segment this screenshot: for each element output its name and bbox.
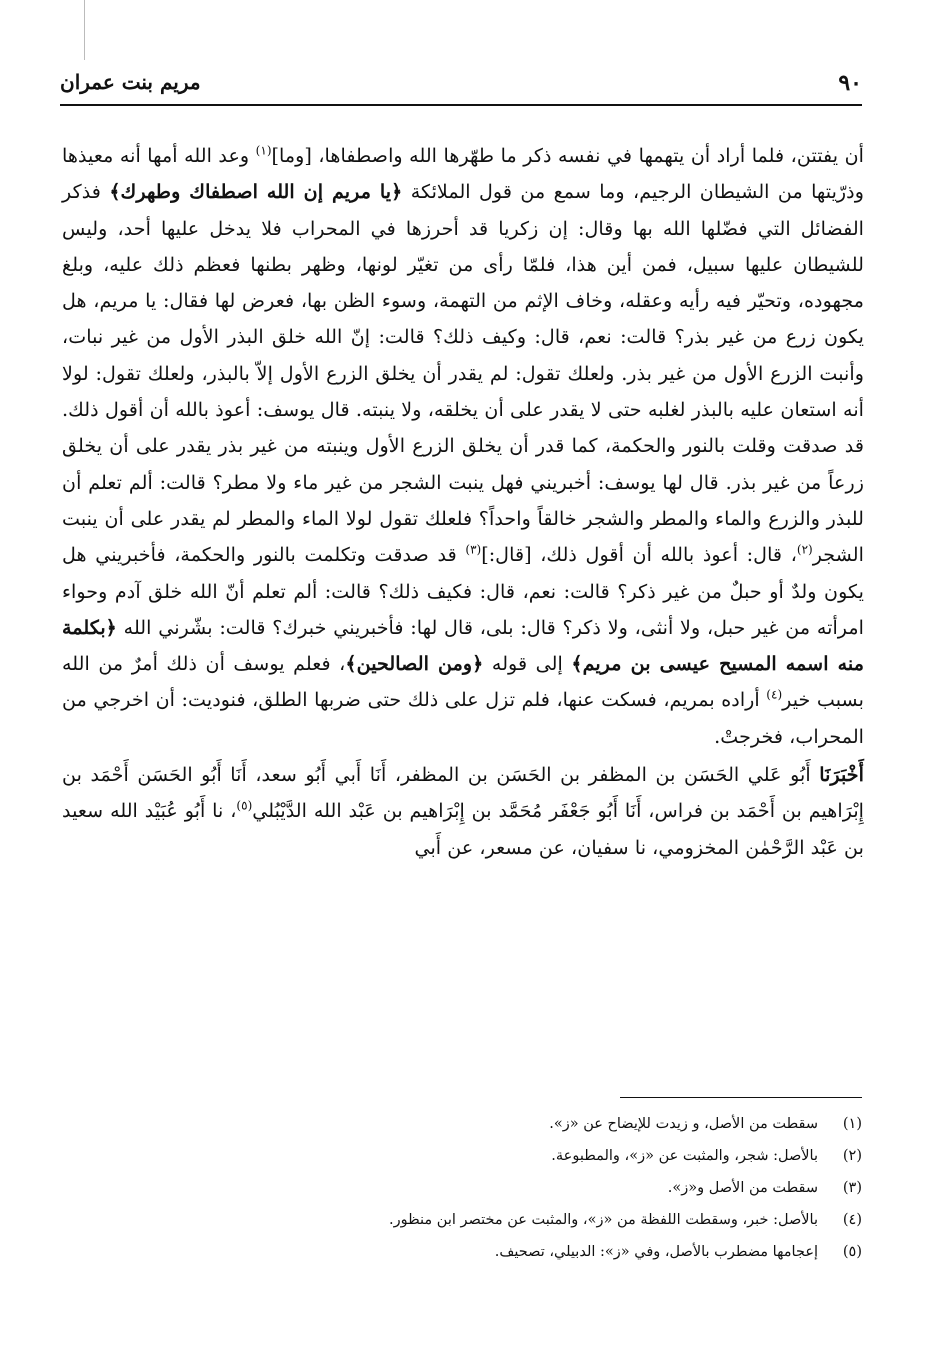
text-run: وعد الله أمها أنه معيذها وذرّيتها من الشيطان الرجيم، وما سمع من قول الملائكة [62,144,864,204]
footnote-item [100,1140,862,1172]
isnad-intro-word: أَخْبَرَنَا [819,763,864,787]
footnote-separator [620,1097,862,1098]
main-text [62,138,864,866]
text-run: ، نا أَبُو عُبَيْد الله سعيد بن عَبْد الرَّحْمٰن المخزومي، نا سفيان، عن مسعر، عن أَبي [62,799,864,859]
footnote-ref-1: (١) [255,143,272,158]
header-rule [60,104,862,106]
footnote-item [100,1236,862,1268]
footnote-text: إعجامها مضطرب بالأصل، وفي «ز»: الدبيلي، تصحيف. [494,1244,818,1260]
running-title: مريم بنت عمران [60,70,201,94]
quran-quote: ﴿ومن الصالحين﴾ [345,652,484,676]
text-run: أن يفتتن، فلما أراد أن يتهمها في نفسه ذكر ما طهّرها الله واصطفاها، [وما] [271,144,864,167]
footnote-text: بالأصل: خبر، وسقطت اللفظة من «ز»، والمثبت عن مختصر ابن منظور. [389,1212,818,1228]
footnote-text: بالأصل: شجر، والمثبت عن «ز»، والمطبوعة. [551,1148,818,1164]
footnote-item [100,1172,862,1204]
footnote-number: (٥) [842,1244,862,1260]
quran-quote: ﴿يا مريم إن الله اصطفاك وطهرك﴾ [109,180,403,204]
footnote-ref-5: (٥) [236,798,253,813]
binding-edge-line [84,0,85,60]
footnote-ref-4: (٤) [766,688,783,703]
quran-quote: ﴿بكلمة منه اسمه المسيح عيسى بن مريم﴾ [62,615,864,676]
footnote-item [100,1108,862,1140]
text-run: أَبُو عَلي الحَسَن بن المظفر بن الحَسَن بن المظفر، أَنَا أَبي أَبُو سعد، أَنَا أَبُو الحَسَن أَحْمَد بن إِبْرَاهيم بن أَحْمَد بن فراس، أَنَا أَبُو جَعْفَر مُحَمَّد بن إِبْرَاهيم بن عَبْد الله الدَّيْبُلي [62,763,864,823]
page-header [60,70,862,106]
footnotes [100,1108,862,1268]
footnote-ref-3: (٣) [465,542,482,557]
text-run: أراده بمريم، فسكت عنها، فلم تزل على ذلك حتى ضربها الطلق، فنوديت: أن اخرجي من المحراب، فخرجتْ. [62,688,864,748]
footnote-number: (٣) [842,1180,862,1196]
footnote-ref-2: (٢) [796,542,813,557]
footnote-number: (١) [842,1116,862,1132]
text-run: ، فعلم يوسف أن ذلك أمرٌ من الله بسبب خير [62,652,864,712]
paragraph-narrative [62,138,864,755]
footnote-text: سقطت من الأصل، و زيدت للإيضاح عن «ز». [549,1116,818,1132]
footnote-text: سقطت من الأصل و«ز». [667,1180,818,1196]
page-number: ٩٠ [838,70,862,96]
footnote-item [100,1204,862,1236]
text-run: فذكر الفضائل التي فضّلها الله بها وقال: إن زكريا قد أحرزها في المحراب فلا يدخل عليها أحد، وليس للشيطان عليها سبيل، فمن أين هذا، فلمّا رأى من تغيّر لونها، وظهر بطنها فعظم ذلك عليه، وبلغ مجهوده، وتحيّر فيه رأيه وعقله، وخاف الإثم من التهمة، وسوء الظن بها، فعرض لها فقال: يا مريم، هل يكون زرع من غير بذر؟ قالت: نعم، قال: وكيف ذلك؟ قالت: إنّ الله خلق البذر الأول من غير نبات، وأنبت الزرع الأول من غير بذر. ولعلك تقول: لم يقدر أن يخلق الزرع الأول إلاّ بالبذر، ولعلك تقول: لولا أنه استعان عليه بالبذر لغلبه حتى لا يقدر على أن يخلقه، ولا ينبته. قال يوسف: أعوذ بالله أن أقول ذلك. قد صدقت وقلت بالنور والحكمة، كما قدر أن يخلق الزرع الأول وينبته من غير بذر يقدر على أن يخلق زرعاً من غير بذر. قال لها يوسف: أخبريني فهل ينبت الشجر من غير ماء ولا مطر؟ قالت: ألم تعلم أن للبذر والزرع والماء والمطر والشجر خالقاً واحداً؟ فلعلك تقول لولا الماء والمطر لم يقدر على أن ينبت الشجر [62,180,864,567]
text-run: إلى قوله [483,652,572,676]
footnote-number: (٢) [842,1148,862,1164]
paragraph-isnad [62,757,864,866]
footnote-number: (٤) [842,1212,862,1228]
text-run: قد صدقت وتكلمت بالنور والحكمة، فأخبريني هل يكون ولدٌ أو حبلٌ من غير ذكر؟ قالت: نعم، قال: فكيف ذلك؟ قالت: ألم تعلم أنّ الله خلق آدم وحواء امرأته من غير حبل، ولا أنثى، ولا ذكر؟ قال: بلى، قال لها: فأخبريني خبرك؟ قالت: بشّرني الله [62,543,864,639]
text-run: ، قال: أعوذ بالله أن أقول ذلك، [قال:] [481,543,797,567]
